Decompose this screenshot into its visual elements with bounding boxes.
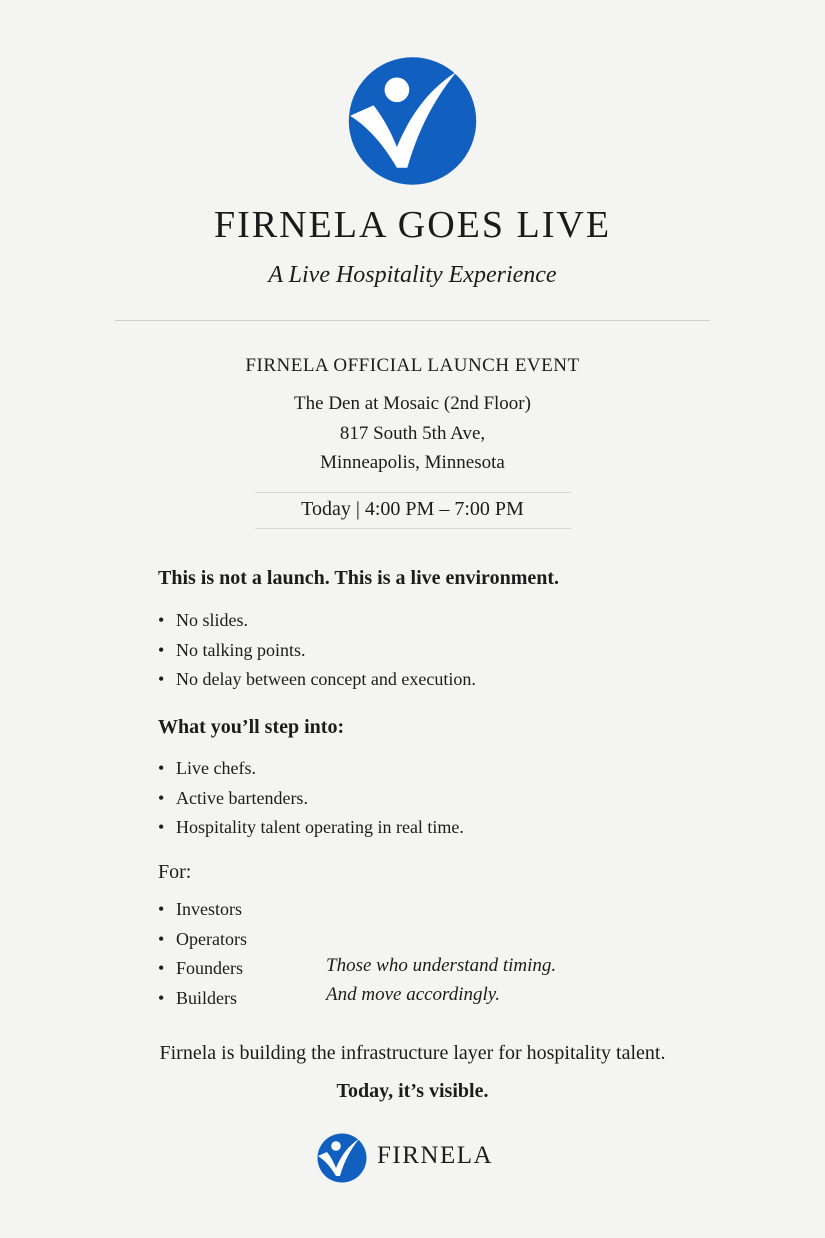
page-title: FIRNELA GOES LIVE [213, 204, 612, 246]
address-line: 817 South 5th Ave, [339, 423, 486, 444]
section-heading: What you’ll step into: [158, 716, 345, 738]
closing-statement: Firnela is building the infrastructure layer for hospitality talent. [159, 1042, 666, 1064]
list-item: • Active bartenders. [158, 784, 464, 814]
header-divider [115, 320, 710, 321]
list-item: • Founders [158, 954, 247, 984]
page-subtitle: A Live Hospitality Experience [268, 262, 557, 288]
list-item: • No talking points. [158, 636, 476, 666]
list-item: • No slides. [158, 606, 476, 636]
event-name: FIRNELA OFFICIAL LAUNCH EVENT [245, 355, 580, 376]
footer-brand-name: FIRNELA [377, 1142, 494, 1169]
bullet-list [158, 754, 464, 843]
quote-line: Those who understand timing. [326, 955, 557, 976]
time-divider-top [255, 492, 571, 493]
list-item: • Builders [158, 984, 247, 1014]
address-line: The Den at Mosaic (2nd Floor) [294, 393, 531, 414]
closing-tagline: Today, it’s visible. [336, 1080, 489, 1102]
list-item: • Operators [158, 925, 247, 955]
time-divider-bottom [255, 528, 571, 529]
bullet-list [158, 606, 476, 695]
section-heading: For: [158, 861, 192, 883]
list-item: • Live chefs. [158, 754, 464, 784]
address-line: Minneapolis, Minnesota [320, 452, 505, 473]
list-item: • Investors [158, 895, 247, 925]
list-item: • No delay between concept and execution. [158, 665, 476, 695]
list-item: • Hospitality talent operating in real time. [158, 813, 464, 843]
bullet-list [158, 895, 247, 1013]
event-time: Today | 4:00 PM – 7:00 PM [301, 498, 524, 520]
quote-line: And move accordingly. [326, 984, 500, 1005]
firnela-logo-icon [346, 56, 479, 186]
section-heading: This is not a launch. This is a live environment. [158, 567, 560, 589]
firnela-footer-logo-icon [316, 1133, 368, 1183]
